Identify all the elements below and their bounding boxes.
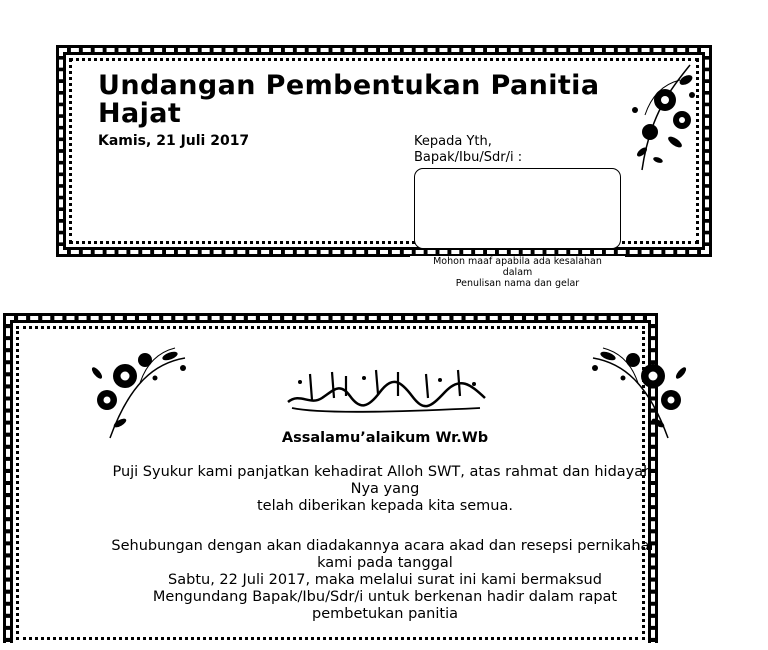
paragraph-invitation	[40, 538, 730, 623]
paragraph-line: Nya yang	[350, 481, 420, 497]
paragraph-line: telah diberikan kepada kita semua.	[257, 498, 513, 514]
paragraph-line: Sehubungan dengan akan diadakannya acara akad dan resepsi pernikahan	[111, 538, 659, 554]
recipient-label	[414, 134, 522, 166]
apology-note	[410, 256, 625, 289]
invitation-date: Kamis, 21 Juli 2017	[98, 133, 250, 149]
apology-note-line1: Mohon maaf apabila ada kesalahan	[433, 256, 602, 267]
paragraph-line: Puji Syukur kami panjatkan kehadirat Alloh SWT, atas rahmat dan hidayah-	[112, 464, 658, 480]
recipient-label-line2: Bapak/Ibu/Sdr/i :	[414, 150, 523, 165]
greeting: Assalamu’alaikum Wr.Wb	[281, 430, 489, 446]
invitation-title: Undangan Pembentukan Panitia Hajat	[98, 70, 600, 129]
recipient-label-line1: Kepada Yth,	[414, 134, 492, 149]
floral-corner-icon	[620, 60, 700, 175]
paragraph-line: Sabtu, 22 Juli 2017, maka melalui surat ini kami bermaksud	[168, 572, 602, 588]
paragraph-line: pembetukan panitia	[312, 606, 458, 622]
paragraph-line: Mengundang Bapak/Ibu/Sdr/i untuk berkenan hadir dalam rapat	[152, 589, 618, 605]
paragraph-line: kami pada tanggal	[317, 555, 453, 571]
paragraph-gratitude	[40, 464, 730, 515]
recipient-name-box	[414, 168, 621, 249]
bismillah-calligraphy	[280, 362, 495, 418]
apology-note-line2: dalam	[502, 267, 533, 278]
apology-note-line3: Penulisan nama dan gelar	[455, 278, 580, 289]
